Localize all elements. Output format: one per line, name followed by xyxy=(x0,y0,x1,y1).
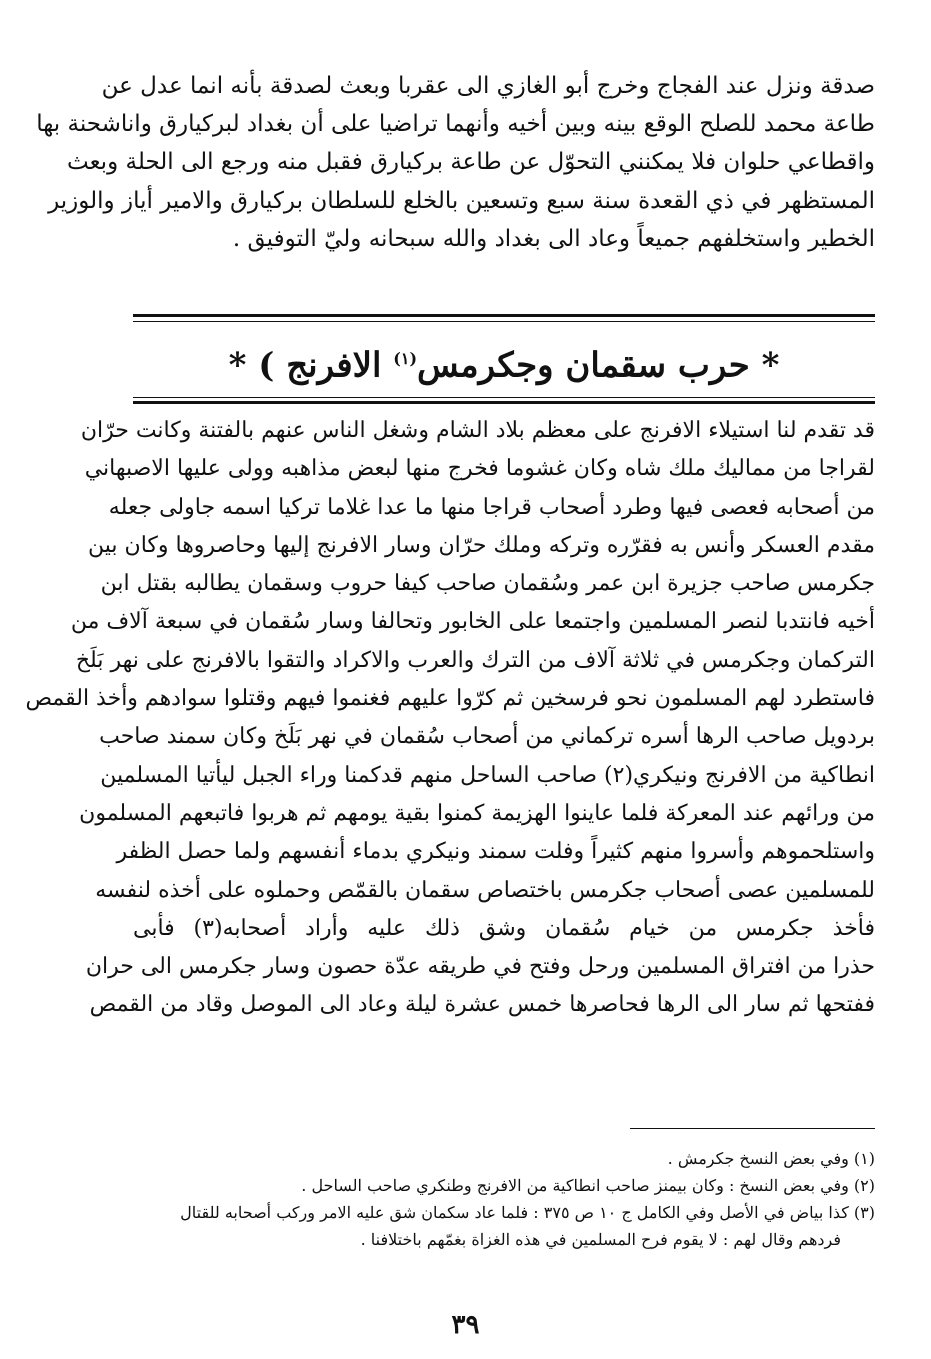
paragraph-line: مقدم العسكر وأنس به فقرّره وتركه وملك حرّان وسار الافرنج إليها وحاصروها وكان بين xyxy=(88,532,875,558)
heading-rule-top-thin xyxy=(133,321,875,322)
paragraph-line: من ورائهم عند المعركة فلما عاينوا الهزيمة كمنوا بقية يومهم ثم هربوا فاتبعهم المسلمون xyxy=(79,800,875,826)
heading-text: حرب سقمان وجكرمس xyxy=(417,345,750,386)
heading-rule-bottom-thin xyxy=(133,397,875,398)
heading-rule-bottom-thick xyxy=(133,401,875,404)
paragraph-line: قد تقدم لنا استيلاء الافرنج على معظم بلاد الشام وشغل الناس عنهم بالفتنة وكانت حرّان xyxy=(80,418,875,443)
paragraph-line: فأخذ جكرمس من خيام سُقمان وشق ذلك عليه وأراد أصحابه(٣) فأبى xyxy=(133,915,875,941)
page-number: ٣٩ xyxy=(451,1310,480,1340)
paragraph-line: انطاكية من الافرنج ونيكري(٢) صاحب الساحل منهم قدكمنا وراء الجبل ليأتيا المسلمين xyxy=(100,762,875,788)
paragraph-line: أخيه فانتدبا لنصر المسلمين واجتمعا على الخابور وتحالفا وسار سُقمان في سبعة آلاف من xyxy=(70,609,875,635)
heading-footnote-ref: (١) xyxy=(393,349,418,368)
paragraph-line: التركمان وجكرمس في ثلاثة آلاف من الترك والعرب والاكراد والتقوا بالافرنج على نهر بَلَخ xyxy=(75,647,875,673)
paragraph-line: للمسلمين عصى أصحاب جكرمس باختصاص سقمان بالقمّص وحملوه على أخذه لنفسه xyxy=(95,877,875,903)
paragraph-line: طاعة محمد للصلح الوقع بينه وبين أخيه وأنهما تراضيا على أن بغداد لبركيارق واناشحنة بها xyxy=(36,111,875,138)
paragraph-line: المستظهر في ذي القعدة سنة سبع وتسعين بالخلع للسلطان بركيارق والامير أياز والوزير xyxy=(48,187,875,214)
paragraph-line: جكرمس صاحب جزيرة ابن عمر وسُقمان صاحب كيفا حروب وسقمان يطالبه بقتل ابن xyxy=(100,571,875,597)
paragraph-line: من أصحابه فعصى فيها وطرد أصحاب قراجا منها ما عدا غلاما تركيا اسمه جاولى جعله xyxy=(108,494,875,520)
heading-star-left: * xyxy=(228,345,247,386)
footnote-separator xyxy=(630,1128,875,1129)
paragraph-line: لقراجا من مماليك ملك شاه وكان غشوما فخرج منها لبعض مذاهبه وولى عليها الاصبهاني xyxy=(84,456,875,482)
main-paragraph xyxy=(25,412,875,1025)
paragraph-line: صدقة ونزل عند الفجاج وخرج أبو الغازي الى عقربا وبعث لصدقة بأنه انما عدل عن xyxy=(101,73,875,99)
paragraph-line: ففتحها ثم سار الى الرها فحاصرها خمس عشرة ليلة وعاد الى الموصل وقاد من القمص xyxy=(89,992,875,1018)
paragraph-line: الخطير واستخلفهم جميعاً وعاد الى بغداد والله سبحانه وليّ التوفيق . xyxy=(232,225,875,252)
heading-rule-top-thick xyxy=(133,314,875,317)
paragraph-line: بردويل صاحب الرها أسره تركماني من أصحاب سُقمان في نهر بَلَخ وكان سمند صاحب xyxy=(99,724,875,750)
footnote-3: (٣) كذا بياض في الأصل وفي الكامل ج ١٠ ص ٣٧٥ : فلما عاد سكمان شق عليه الامر وركب أصحابه للقتال xyxy=(180,1203,875,1222)
heading-text-after: الافرنج ) xyxy=(258,345,382,386)
section-heading xyxy=(133,328,875,390)
footnote-2: (٢) وفي بعض النسخ : وكان بيمنز صاحب انطاكية من الافرنج وطنكري صاحب الساحل . xyxy=(301,1176,875,1195)
heading-star-right: * xyxy=(761,345,780,386)
footnote-1: (١) وفي بعض النسخ جكرمش . xyxy=(667,1149,875,1168)
paragraph-line: واستلحموهم وأسروا منهم كثيراً وفلت سمند ونيكري بدماء أنفسهم ولما حصل الظفر xyxy=(116,839,875,865)
paragraph-line: فاستطرد لهم المسلمون نحو فرسخين ثم كرّوا عليهم فغنموا فيهم وقتلوا سوادهم وأخذ القمص xyxy=(25,686,875,712)
paragraph-line: واقطاعي حلوان فلا يمكنني التحوّل عن طاعة بركيارق فقبل منه ورجع الى الحلة وبعث xyxy=(67,149,875,176)
paragraph-line: حذرا من افتراق المسلمين ورحل وفتح في طريقه عدّة حصون وسار جكرمس الى حران xyxy=(85,954,875,980)
top-paragraph xyxy=(36,67,875,258)
footnotes xyxy=(133,1145,875,1253)
footnote-3-continuation: فردهم وقال لهم : لا يقوم فرح المسلمين في هذه الغزاة بغمّهم باختلافنا . xyxy=(360,1230,841,1249)
